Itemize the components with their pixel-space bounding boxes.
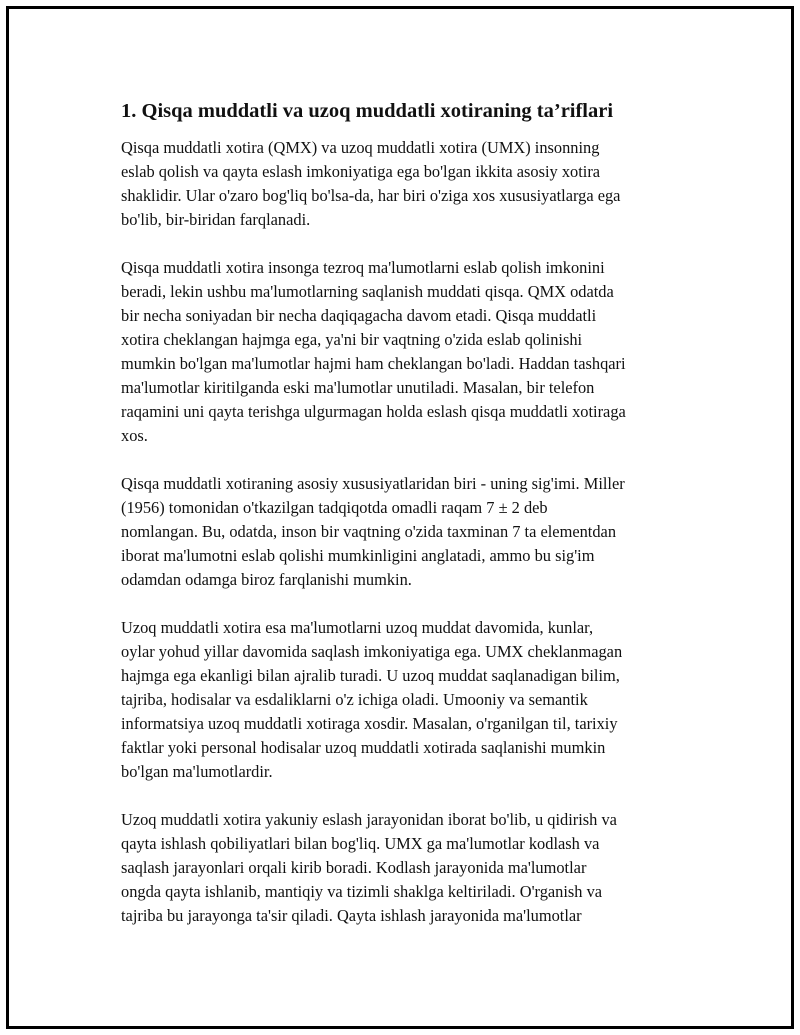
page-frame <box>6 6 794 1029</box>
document-body <box>121 98 701 952</box>
paragraph-stm-capacity: Qisqa muddatli xotiraning asosiy xususiyatlaridan biri - uning sig'imi. Miller (1956) tomonidan o'tkazilgan tadqiqotda omadli raqam 7 ± 2 deb nomlangan. Bu, odatda, inson bir vaqtning o'zida taxminan 7 ta elementdan iborat ma'lumotni eslab qolishi mumkinligini anglatadi, ammo bu sig'im odamdan odamga biroz farqlanishi mumkin. <box>121 474 625 589</box>
paragraph-ltm-retrieval: Uzoq muddatli xotira yakuniy eslash jarayonidan iborat bo'lib, u qidirish va qayta ishlash qobiliyatlari bilan bog'liq. UMX ga ma'lumotlar kodlash va saqlash jarayonlari orqali kirib boradi. Kodlash jarayonida ma'lumotlar ongda qayta ishlanib, mantiqiy va tizimli shaklga keltiriladi. O'rganish va tajriba bu jarayonga ta'sir qiladi. Qayta ishlash jarayonida ma'lumotlar <box>121 810 617 925</box>
paragraph-long-term-memory: Uzoq muddatli xotira esa ma'lumotlarni uzoq muddat davomida, kunlar, oylar yohud yillar davomida saqlash imkoniyatiga ega. UMX cheklanmagan hajmga ega ekanligi bilan ajralib turadi. U uzoq muddat saqlanadigan bilim, tajriba, hodisalar va esdaliklarni o'z ichiga oladi. Umooniy va semantik informatsiya uzoq muddatli xotiraga xosdir. Masalan, o'rganilgan til, tarixiy faktlar yoki personal hodisalar uzoq muddatli xotirada saqlanishi mumkin bo'lgan ma'lumotlardir. <box>121 618 623 781</box>
section-heading: 1. Qisqa muddatli va uzoq muddatli xotiraning ta’riflari <box>121 100 614 122</box>
paragraph-short-term-memory: Qisqa muddatli xotira insonga tezroq ma'lumotlarni eslab qolish imkonini beradi, lekin ushbu ma'lumotlarning saqlanish muddati qisqa. QMX odatda bir necha soniyadan bir necha daqiqagacha davom etadi. Qisqa muddatli xotira cheklangan hajmga ega, ya'ni bir vaqtning o'zida eslab qolinishi mumkin bo'lgan ma'lumotlar hajmi ham cheklangan bo'ladi. Haddan tashqari ma'lumotlar kiritilganda eski ma'lumotlar unutiladi. Masalan, bir telefon raqamini uni qayta terishga ulgurmagan holda eslash qisqa muddatli xotiraga xos. <box>121 258 626 445</box>
paragraph-intro: Qisqa muddatli xotira (QMX) va uzoq muddatli xotira (UMX) insonning eslab qolish va qayta eslash imkoniyatiga ega bo'lgan ikkita asosiy xotira shaklidir. Ular o'zaro bog'liq bo'lsa-da, har biri o'ziga xos xususiyatlarga ega bo'lib, bir-biridan farqlanadi. <box>121 138 621 229</box>
